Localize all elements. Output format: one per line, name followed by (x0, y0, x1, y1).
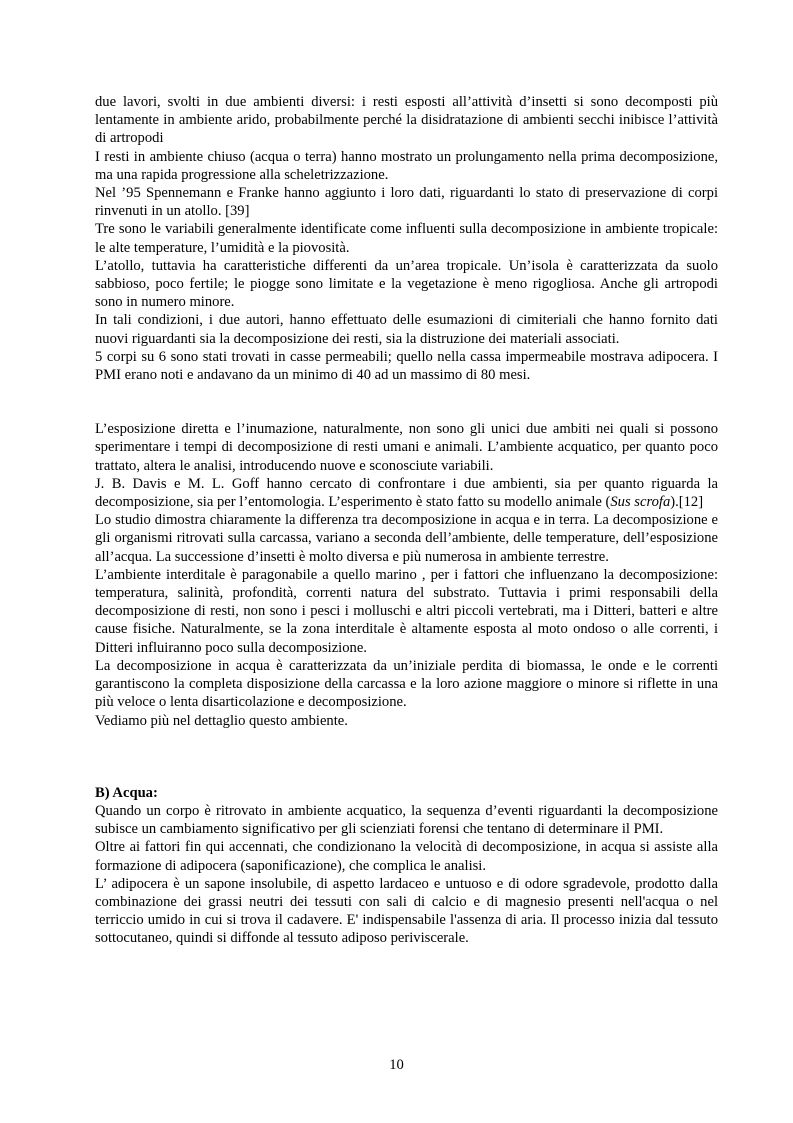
body-paragraph: Lo studio dimostra chiaramente la differenza tra decomposizione in acqua e in terra. La decomposizione e gli organismi ritrovati sulla carcassa, variano a seconda dell’ambiente, delle temperature, dell’esposizione all’acqua. La successione d’insetti è molto diversa e più numerosa in ambiente terrestre. (95, 512, 718, 565)
body-paragraph: Nel ’95 Spennemann e Franke hanno aggiunto i loro dati, riguardanti lo stato di preservazione di corpi rinvenuti in un atollo. [39] (95, 185, 718, 220)
body-paragraph: Vediamo più nel dettaglio questo ambiente. (95, 712, 348, 729)
body-paragraph: L’ambiente interditale è paragonabile a quello marino , per i fattori che influenzano la decomposizione: temperatura, salinità, profondità, correnti natura del substrato. Tuttavia i primi responsabili della decomposizione di resti, non sono i pesci i molluschi e altri piccoli vertebrati, ma i Ditteri, batteri e altre cause fisiche. Naturalmente, se la zona interditale è altamente esposta al moto ondoso o alle correnti, i Ditteri influiranno poco sulla decomposizione. (95, 566, 718, 656)
body-paragraph: In tali condizioni, i due autori, hanno effettuato delle esumazioni di cimiteriali che hanno fornito dati nuovi riguardanti sia la decomposizione dei resti, sia la distruzione dei materiali associati. (95, 312, 718, 347)
body-paragraph: Quando un corpo è ritrovato in ambiente acquatico, la sequenza d’eventi riguardanti la decomposizione subisce un cambiamento significativo per gli scienziati forensi che tentano di determinare il PMI. (95, 802, 718, 838)
species-name-italic: Sus scrofa (610, 494, 671, 511)
body-paragraph-citation (95, 475, 718, 511)
section-gap (95, 730, 718, 784)
citation-text-after: ).[12] (670, 494, 704, 511)
paragraph-gap (95, 384, 718, 420)
citation-text-before: J. B. Davis e M. L. Goff hanno cercato di confrontare i due ambienti, sia per quanto riguarda la decomposizione, sia per l’entomologia. L’esperimento è stato fatto su modello animale ( (95, 475, 718, 511)
body-paragraph: I resti in ambiente chiuso (acqua o terra) hanno mostrato un prolungamento nella prima decomposizione, ma una rapida progressione alla scheletrizzazione. (95, 148, 718, 183)
body-paragraph: L’atollo, tuttavia ha caratteristiche differenti da un’area tropicale. Un’isola è caratterizzata da suolo sabbioso, poco fertile; le piogge sono limitate e la vegetazione è meno rigogliosa. Anche gli artropodi sono in numero minore. (95, 257, 718, 311)
body-paragraph: L’ adipocera è un sapone insolubile, di aspetto lardaceo e untuoso e di odore sgradevole, prodotto dalla combinazione dei grassi neutri dei tessuti con sali di calcio e di magnesio presenti nell'acqua o nel terriccio umido in cui si trova il cadavere. E' indispensabile l'assenza di aria. Il processo inizia dal tessuto sottocutaneo, quindi si diffonde al tessuto adiposo periviscerale. (95, 875, 718, 947)
section-heading: B) Acqua: (95, 784, 158, 801)
body-paragraph: Tre sono le variabili generalmente identificate come influenti sulla decomposizione in ambiente tropicale: le alte temperature, l’umidità e la piovosità. (95, 221, 718, 256)
page-content (95, 93, 718, 948)
body-paragraph: due lavori, svolti in due ambienti diversi: i resti esposti all’attività d’insetti si sono decomposti più lentamente in ambiente arido, probabilmente perché la disidratazione di ambienti secchi inibisce l’attività di artropodi (95, 94, 718, 147)
page-number: 10 (389, 1057, 404, 1073)
body-paragraph: 5 corpi su 6 sono stati trovati in casse permeabili; quello nella cassa impermeabile mostrava adipocera. I PMI erano noti e andavano da un minimo di 40 ad un massimo di 80 mesi. (95, 348, 718, 384)
body-paragraph: L’esposizione diretta e l’inumazione, naturalmente, non sono gli unici due ambiti nei quali si possono sperimentare i tempi di decomposizione di resti umani e animali. L’ambiente acquatico, per quanto poco trattato, altera le analisi, introducendo nuove e sconosciute variabili. (95, 421, 718, 474)
body-paragraph: La decomposizione in acqua è caratterizzata da un’iniziale perdita di biomassa, le onde e le correnti garantiscono la completa disposizione della carcassa e la loro azione maggiore o minore si riflette in una più veloce o lenta disarticolazione e decomposizione. (95, 657, 718, 711)
body-paragraph: Oltre ai fattori fin qui accennati, che condizionano la velocità di decomposizione, in acqua si assiste alla formazione di adipocera (saponificazione), che complica le analisi. (95, 839, 718, 874)
